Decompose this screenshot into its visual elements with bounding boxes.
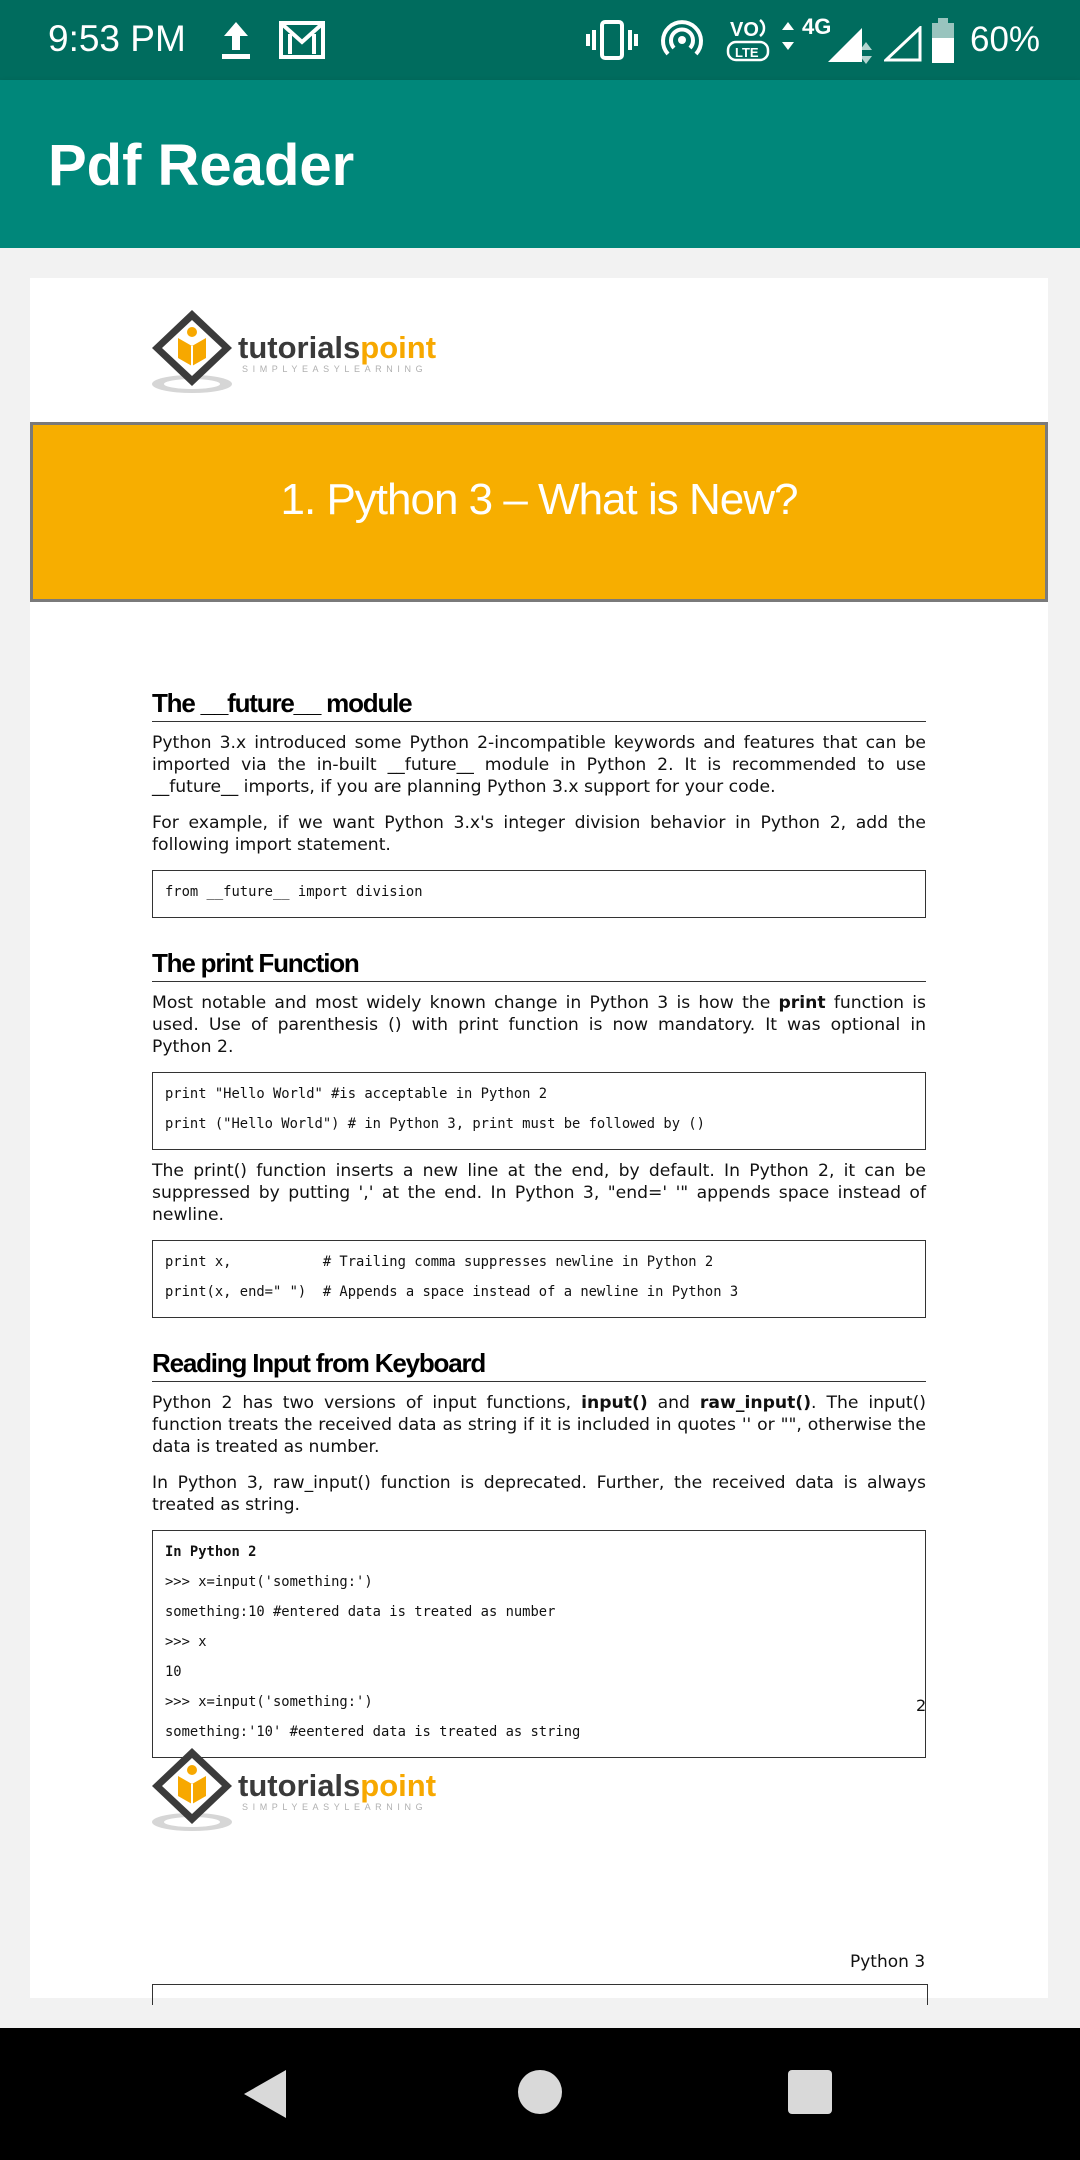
logo-brand: tutorialspoint	[238, 1768, 437, 1803]
battery-percent: 60%	[970, 20, 1041, 59]
paragraph: Most notable and most widely known change in Python 3 is how the print function is used. Use of parenthesis () with print function is now mandatory. It was optional in Python 2.	[152, 993, 926, 1057]
code-line: >>> x	[165, 1634, 207, 1650]
chapter-title: 1. Python 3 – What is New?	[280, 475, 798, 524]
page-content	[152, 688, 926, 1758]
code-title: In Python 2	[165, 1544, 257, 1560]
logo-icon	[150, 1746, 240, 1836]
code-block	[152, 1072, 926, 1150]
signal-4g-icon	[780, 14, 872, 68]
paragraph: For example, if we want Python 3.x's integer division behavior in Python 2, add the following import statement.	[152, 813, 926, 855]
paragraph: In Python 3, raw_input() function is deprecated. Further, the received data is always treated as string.	[152, 1473, 926, 1515]
chapter-banner	[30, 422, 1048, 602]
app-title: Pdf Reader	[48, 133, 355, 198]
section-heading-input: Reading Input from Keyboard	[152, 1348, 926, 1382]
status-bar	[0, 0, 1080, 80]
battery-icon	[930, 18, 956, 68]
running-header: Python 3	[850, 1952, 926, 1972]
home-button[interactable]	[516, 2068, 564, 2120]
volte-label: LTE	[735, 45, 759, 60]
code-line: something:'10' #eentered data is treated as string	[165, 1724, 581, 1740]
logo-tagline: SIMPLYEASYLEARNING	[242, 1802, 428, 1812]
gmail-icon	[278, 20, 326, 64]
logo-brand: tutorialspoint	[238, 330, 437, 365]
section-heading-print: The print Function	[152, 948, 926, 982]
paragraph: Python 3.x introduced some Python 2-incompatible keywords and features that can be imported via the in-built __future__ module in Python 2. It is recommended to use __future__ imports, if you are planning Python 3.x support for your code.	[152, 733, 926, 797]
section-heading-future: The __future__ module	[152, 688, 926, 722]
code-line: >>> x=input('something:')	[165, 1574, 373, 1590]
code-block	[152, 1530, 926, 1758]
code-line: print "Hello World" #is acceptable in Python 2	[165, 1086, 548, 1102]
code-line: >>> x=input('something:')	[165, 1694, 373, 1710]
code-block	[152, 1240, 926, 1318]
upload-icon	[218, 18, 254, 66]
vibrate-icon	[586, 20, 638, 64]
hotspot-icon	[660, 18, 704, 66]
tutorialspoint-logo	[150, 308, 470, 398]
code-line: from __future__ import division	[165, 884, 423, 900]
tutorialspoint-logo	[150, 1746, 470, 1836]
app-bar	[0, 80, 1080, 248]
code-line: something:10 #entered data is treated as number	[165, 1604, 556, 1620]
paragraph: Python 2 has two versions of input functions, input() and raw_input(). The input() function treats the received data as string if it is included in quotes '' or "", otherwise the data is treated as number.	[152, 1393, 926, 1457]
volte-icon	[726, 14, 772, 68]
page-number: 2	[916, 1696, 927, 1715]
code-line: print x, # Trailing comma suppresses newline in Python 2	[165, 1254, 714, 1270]
code-block	[152, 870, 926, 918]
recents-button[interactable]	[786, 2068, 834, 2120]
code-line: print(x, end=" ") # Appends a space instead of a newline in Python 3	[165, 1284, 739, 1300]
pdf-viewer[interactable]	[0, 248, 1080, 2028]
code-line: 10	[165, 1664, 182, 1680]
pdf-page	[30, 278, 1048, 1998]
back-button[interactable]	[240, 2066, 292, 2126]
network-label: 4G	[802, 14, 832, 39]
recents-icon	[786, 2068, 834, 2116]
home-icon	[516, 2068, 564, 2116]
paragraph: The print() function inserts a new line at the end, by default. In Python 2, it can be suppressed by putting ',' at the end. In Python 3, "end=' '" appends space instead of newline.	[152, 1161, 926, 1225]
logo-tagline: SIMPLYEASYLEARNING	[242, 364, 428, 374]
navigation-bar	[0, 2028, 1080, 2160]
status-time: 9:53 PM	[48, 18, 186, 59]
code-line: print ("Hello World") # in Python 3, print must be followed by ()	[165, 1116, 705, 1132]
signal-icon	[884, 26, 924, 66]
next-code-block-edge	[152, 1984, 928, 2005]
logo-icon	[150, 308, 240, 398]
svg-text:VO: VO	[730, 19, 759, 41]
back-icon	[240, 2066, 292, 2122]
